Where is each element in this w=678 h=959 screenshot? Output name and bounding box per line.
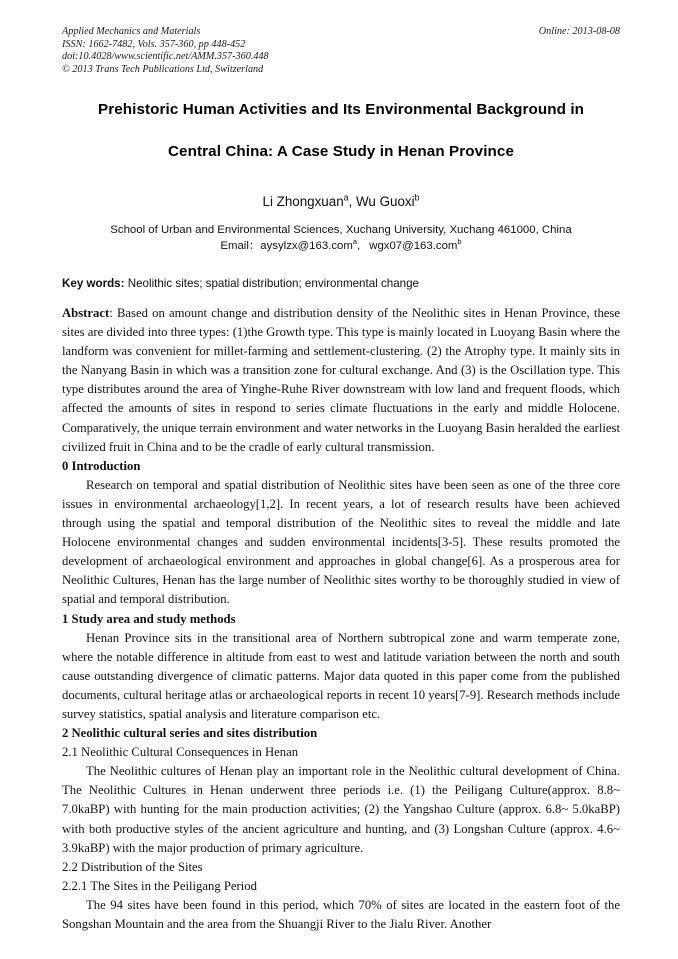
author-2-name: Wu Guoxi (356, 194, 415, 209)
journal-doi-line: doi:10.4028/www.scientific.net/AMM.357-360.448 (62, 51, 269, 63)
author-1-affiliation-marker: a (343, 192, 349, 203)
affiliation-line: School of Urban and Environmental Sciences, Xuchang University, Xuchang 461000, China (110, 224, 572, 236)
section-heading-study-area: 1 Study area and study methods (62, 611, 236, 626)
email-1-marker: a (352, 236, 358, 246)
email-2-marker: b (457, 236, 462, 246)
journal-copyright-line: © 2013 Trans Tech Publications Ltd, Switzerland (62, 63, 264, 75)
email-address-2: wgx07@163.com (369, 239, 458, 252)
author-separator: , (348, 194, 357, 209)
section-heading-neolithic-series: 2 Neolithic cultural series and sites distribution (62, 726, 318, 741)
subsection-heading-2-2-1: 2.2.1 The Sites in the Peiligang Period (62, 878, 257, 893)
paragraph-2-1: The Neolithic cultures of Henan play an important role in the Neolithic cultural development of China. The Neolithic Cultures in Henan underwent three periods i.e. (1) the Peiligang Culture(approx. 8.8~ 7.0kaBP) with hunting for the main production activities; (2) the Yangshao Culture (approx. 6.8~ 5.0kaBP) with both productive styles of the ancient agriculture and hunting, and (3) Longshan Culture (approx. 4.6~ 3.9kaBP) with the major production of primary agriculture. (62, 764, 620, 855)
subsection-heading-2-1: 2.1 Neolithic Cultural Consequences in Henan (62, 745, 299, 760)
title-line-1: Prehistoric Human Activities and Its Environmental Background in (97, 101, 585, 118)
email-label: Email： (220, 239, 261, 252)
author-2-affiliation-marker: b (414, 192, 420, 203)
author-1-name: Li Zhongxuan (262, 194, 344, 209)
paragraph-introduction: Research on temporal and spatial distribution of Neolithic sites have been seen as one of the three core issues in environmental archaeology[1,2]. In recent years, a lot of research results have been achieved through using the spatial and temporal distribution of the Neolithic sites to reveal the middle and late Holocene environmental changes and sudden environmental incidents[3-5]. These results promoted the development of archaeological environment and approaches in global change[6]. As a prosperous area for Neolithic Cultures, Henan has the large number of Neolithic sites worthy to be thoroughly studied in view of spatial and temporal distribution. (62, 477, 620, 607)
subsection-heading-2-2: 2.2 Distribution of the Sites (62, 859, 203, 874)
paragraph-study-area: Henan Province sits in the transitional area of Northern subtropical zone and warm temperate zone, where the notable difference in altitude from east to west and latitude variation between the north and south cause outstanding divergence of climatic patterns. Major data quoted in this paper come from the published documents, cultural heritage atlas or archaeological reports in recent 10 years[7-9]. Research methods include survey statistics, spatial analysis and literature comparison etc. (62, 630, 620, 721)
section-heading-introduction: 0 Introduction (62, 458, 141, 473)
paragraph-2-2-1: The 94 sites have been found in this period, which 70% of sites are located in the eastern foot of the Songshan Mountain and the area from the Shuangji River to the Jialu River. Another (62, 897, 620, 931)
abstract-text: : Based on amount change and distribution density of the Neolithic sites in Henan Province, these sites are divided into three types: (1)the Growth type. This type is mainly located in Luoyang Basin where the landform was convenient for millet-farming and settlement-clustering. (2) the Atrophy type. It mainly sits in the Nanyang Basin in which was a transition zone for cultural exchange. And (3) is the Oscillation type. This type distributes around the area of Yinghe-Ruhe River downstream with low land and frequent floods, which affected the amounts of sites in respond to series climate fluctuations in the early and middle Holocene. Comparatively, the unique terrain environment and water networks in the Luoyang Basin heralded the earliest civilized fruit in China and to be the cradle of early cultural transmission. (62, 306, 620, 454)
online-publication-date: Online: 2013-08-08 (538, 26, 620, 37)
keywords-label: Key words: (62, 277, 125, 290)
body-content (62, 457, 620, 934)
email-comma: , (357, 239, 361, 252)
journal-header (62, 26, 620, 84)
journal-issn-line: ISSN: 1662-7482, Vols. 357-360, pp 448-452 (62, 38, 246, 50)
email-line (62, 236, 620, 255)
keywords-line (62, 276, 620, 291)
abstract-block (62, 304, 620, 457)
title-line-2: Central China: A Case Study in Henan Province (167, 143, 514, 160)
journal-title: Applied Mechanics and Materials (62, 26, 201, 37)
email-address-1: aysylzx@163.com (260, 239, 353, 252)
author-list (62, 193, 620, 210)
keywords-value: Neolithic sites; spatial distribution; environmental change (124, 277, 420, 290)
page-title (62, 100, 620, 162)
abstract-label: Abstract (62, 306, 110, 320)
